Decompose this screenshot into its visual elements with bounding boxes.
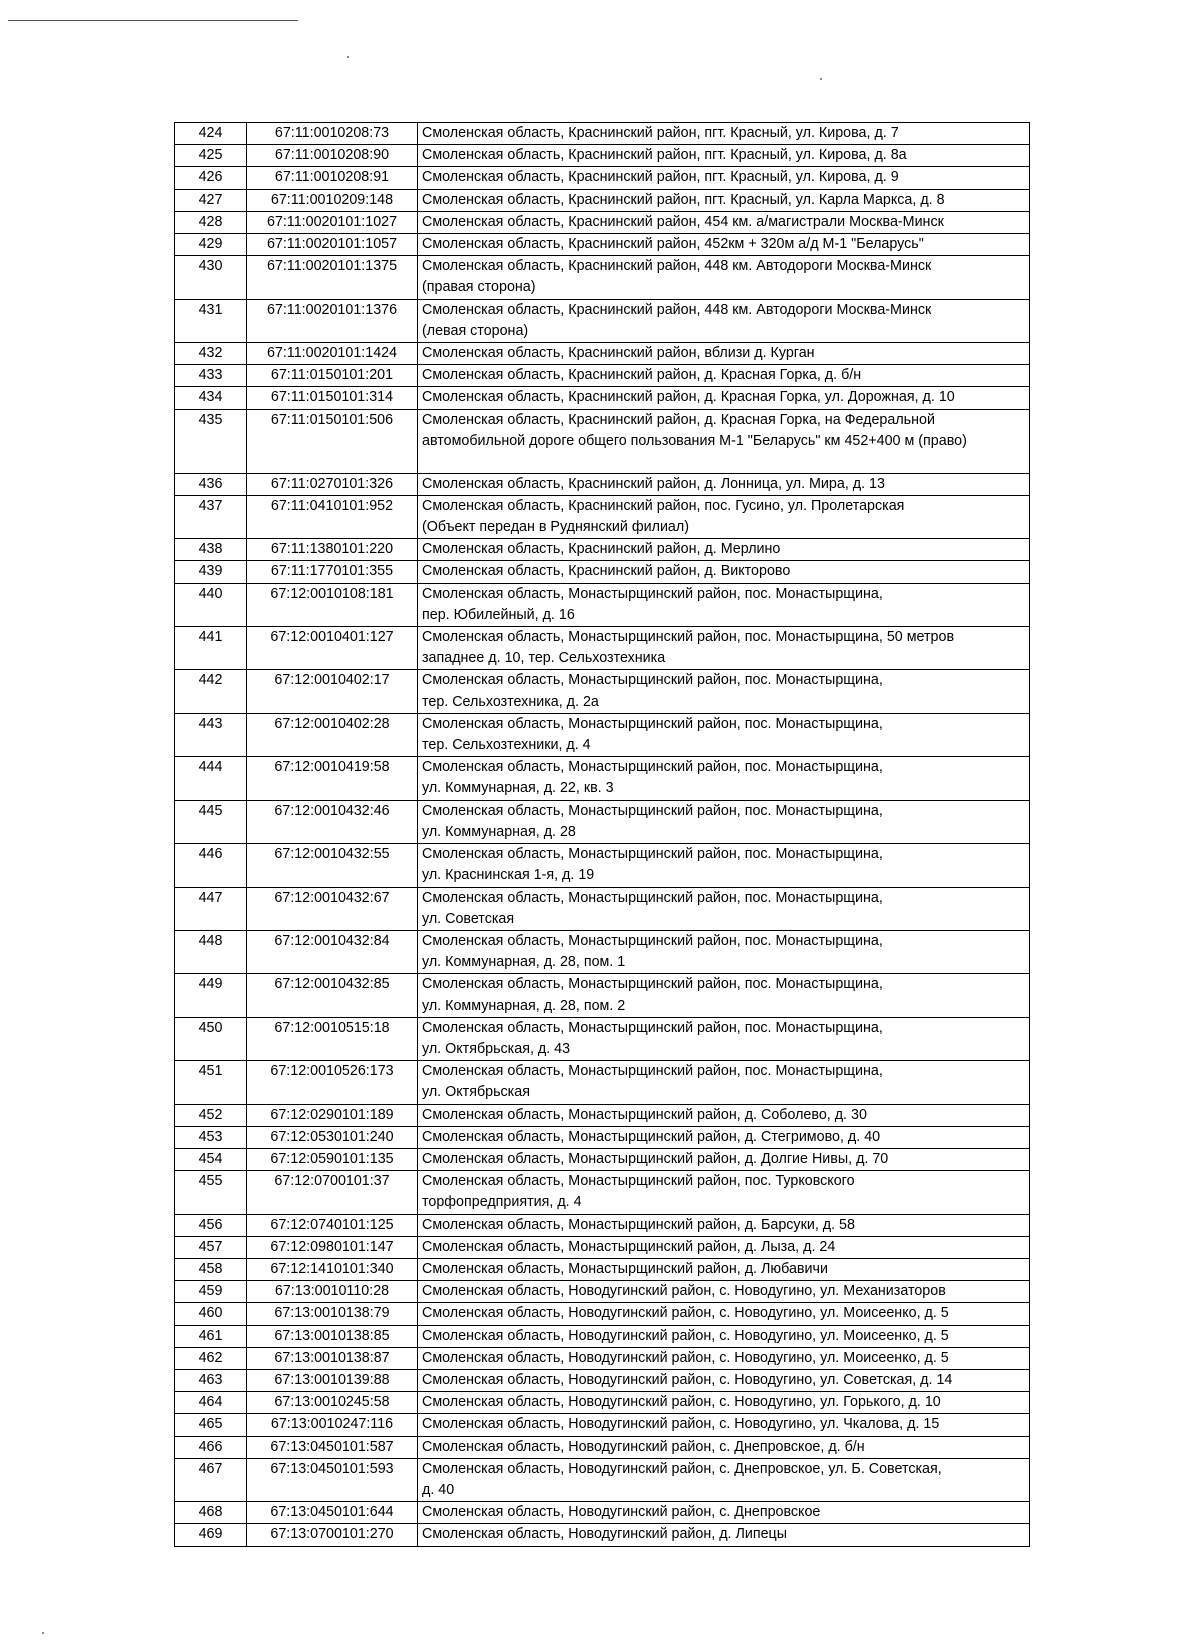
address-cell <box>418 1436 1030 1458</box>
row-number: 453 <box>175 1126 247 1148</box>
row-number: 426 <box>175 167 247 189</box>
address-cell <box>418 1214 1030 1236</box>
address-cell <box>418 583 1030 626</box>
table-row <box>175 343 1030 365</box>
address-cell <box>418 1061 1030 1104</box>
address-cell <box>418 627 1030 670</box>
address-cell <box>418 495 1030 538</box>
cadastral-number: 67:11:0150101:506 <box>247 409 418 473</box>
table-row <box>175 800 1030 843</box>
address-line: Смоленская область, Краснинский район, д. Викторово <box>422 563 791 580</box>
address-cell <box>418 473 1030 495</box>
scan-speck <box>820 78 822 80</box>
row-number: 464 <box>175 1392 247 1414</box>
cadastral-number: 67:12:0010108:181 <box>247 583 418 626</box>
table-row <box>175 145 1030 167</box>
row-number: 461 <box>175 1325 247 1347</box>
row-number: 437 <box>175 495 247 538</box>
address-line: ул. Коммунарная, д. 28, пом. 2 <box>422 997 626 1014</box>
address-cell <box>418 234 1030 256</box>
table-row <box>175 1392 1030 1414</box>
table-row <box>175 1104 1030 1126</box>
row-number: 456 <box>175 1214 247 1236</box>
table-row <box>175 627 1030 670</box>
address-cell <box>418 1236 1030 1258</box>
cadastral-number: 67:12:0010432:84 <box>247 930 418 973</box>
cadastral-number: 67:12:0010432:55 <box>247 844 418 887</box>
address-line: (Объект передан в Руднянский филиал) <box>422 519 689 536</box>
address-line: Смоленская область, Новодугинский район, с. Новодугино, ул. Моисеенко, д. 5 <box>422 1349 949 1366</box>
address-line: Смоленская область, Краснинский район, вблизи д. Курган <box>422 345 815 362</box>
address-line: Смоленская область, Новодугинский район, д. Липецы <box>422 1526 788 1543</box>
address-cell <box>418 211 1030 233</box>
row-number: 443 <box>175 713 247 756</box>
address-cell <box>418 713 1030 756</box>
address-cell <box>418 1502 1030 1524</box>
address-cell <box>418 844 1030 887</box>
address-cell <box>418 123 1030 145</box>
cadastral-number: 67:11:0010208:90 <box>247 145 418 167</box>
row-number: 448 <box>175 930 247 973</box>
address-line: Смоленская область, Новодугинский район, с. Днепровское, д. б/н <box>422 1438 865 1455</box>
address-line: д. 40 <box>422 1481 455 1498</box>
address-line: Смоленская область, Краснинский район, 452км + 320м а/д М-1 "Беларусь" <box>422 236 924 253</box>
table-row <box>175 1126 1030 1148</box>
row-number: 463 <box>175 1369 247 1391</box>
table-row <box>175 234 1030 256</box>
address-cell <box>418 1148 1030 1170</box>
table-row <box>175 256 1030 299</box>
row-number: 424 <box>175 123 247 145</box>
table-row <box>175 473 1030 495</box>
address-cell <box>418 1458 1030 1501</box>
address-cell <box>418 1017 1030 1060</box>
table-row <box>175 123 1030 145</box>
row-number: 433 <box>175 365 247 387</box>
address-cell <box>418 561 1030 583</box>
address-line: Смоленская область, Монастырщинский район, пос. Монастырщина, <box>422 846 883 863</box>
address-line: Смоленская область, Краснинский район, д. Красная Горка, на Федеральной <box>422 411 935 428</box>
table-row <box>175 365 1030 387</box>
address-line: Смоленская область, Монастырщинский район, д. Стегримово, д. 40 <box>422 1128 881 1145</box>
table-row <box>175 1303 1030 1325</box>
cadastral-number: 67:12:0010402:28 <box>247 713 418 756</box>
row-number: 427 <box>175 189 247 211</box>
table-row <box>175 844 1030 887</box>
row-number: 436 <box>175 473 247 495</box>
address-line: Смоленская область, Монастырщинский район, д. Долгие Нивы, д. 70 <box>422 1150 889 1167</box>
address-cell <box>418 1414 1030 1436</box>
row-number: 431 <box>175 299 247 342</box>
row-number: 434 <box>175 387 247 409</box>
table-row <box>175 583 1030 626</box>
row-number: 428 <box>175 211 247 233</box>
row-number: 432 <box>175 343 247 365</box>
address-line: ул. Коммунарная, д. 22, кв. 3 <box>422 780 614 797</box>
address-cell <box>418 1258 1030 1280</box>
address-line: Смоленская область, Краснинский район, пгт. Красный, ул. Кирова, д. 7 <box>422 125 899 141</box>
row-number: 440 <box>175 583 247 626</box>
row-number: 468 <box>175 1502 247 1524</box>
table-row <box>175 1017 1030 1060</box>
address-cell <box>418 757 1030 800</box>
cadastral-number: 67:12:0740101:125 <box>247 1214 418 1236</box>
row-number: 458 <box>175 1258 247 1280</box>
table-row <box>175 387 1030 409</box>
cadastral-number: 67:11:0020101:1376 <box>247 299 418 342</box>
address-cell <box>418 189 1030 211</box>
table-row <box>175 1236 1030 1258</box>
row-number: 454 <box>175 1148 247 1170</box>
address-line: Смоленская область, Монастырщинский район, пос. Турковского <box>422 1173 855 1190</box>
address-cell <box>418 930 1030 973</box>
address-cell <box>418 167 1030 189</box>
table-row <box>175 1369 1030 1391</box>
address-cell <box>418 387 1030 409</box>
row-number: 455 <box>175 1171 247 1214</box>
address-line: ул. Коммунарная, д. 28, пом. 1 <box>422 954 626 971</box>
row-number: 446 <box>175 844 247 887</box>
address-line: Смоленская область, Монастырщинский район, пос. Монастырщина, <box>422 759 883 776</box>
cadastral-number: 67:12:0010432:46 <box>247 800 418 843</box>
cadastral-number: 67:11:0020101:1027 <box>247 211 418 233</box>
address-cell <box>418 800 1030 843</box>
address-line: ул. Краснинская 1-я, д. 19 <box>422 867 595 884</box>
address-line: Смоленская область, Краснинский район, пгт. Красный, ул. Карла Маркса, д. 8 <box>422 191 945 208</box>
address-line: торфопредприятия, д. 4 <box>422 1194 582 1211</box>
address-line: пер. Юбилейный, д. 16 <box>422 606 575 623</box>
row-number: 451 <box>175 1061 247 1104</box>
row-number: 449 <box>175 974 247 1017</box>
cadastral-number: 67:13:0010138:85 <box>247 1325 418 1347</box>
address-cell <box>418 1325 1030 1347</box>
address-line: Смоленская область, Краснинский район, 454 км. а/магистрали Москва-Минск <box>422 213 944 230</box>
row-number: 441 <box>175 627 247 670</box>
address-line: Смоленская область, Новодугинский район, с. Новодугино, ул. Механизаторов <box>422 1283 946 1300</box>
address-cell <box>418 1369 1030 1391</box>
cadastral-number: 67:13:0010138:87 <box>247 1347 418 1369</box>
address-cell <box>418 1347 1030 1369</box>
cadastral-number: 67:11:0010208:91 <box>247 167 418 189</box>
cadastral-number: 67:12:0980101:147 <box>247 1236 418 1258</box>
table-row <box>175 1414 1030 1436</box>
address-line: Смоленская область, Монастырщинский район, пос. Монастырщина, <box>422 802 883 819</box>
address-line: Смоленская область, Новодугинский район, с. Новодугино, ул. Моисеенко, д. 5 <box>422 1305 949 1322</box>
cadastral-number: 67:11:1380101:220 <box>247 539 418 561</box>
row-number: 444 <box>175 757 247 800</box>
address-line: тер. Сельхозтехника, д. 2а <box>422 693 599 710</box>
address-line: Смоленская область, Новодугинский район, с. Новодугино, ул. Советская, д. 14 <box>422 1371 953 1388</box>
address-line: Смоленская область, Монастырщинский район, пос. Монастырщина, <box>422 715 883 732</box>
address-cell <box>418 1104 1030 1126</box>
table-row <box>175 1258 1030 1280</box>
cadastral-number: 67:13:0450101:644 <box>247 1502 418 1524</box>
address-cell <box>418 974 1030 1017</box>
table-row <box>175 409 1030 473</box>
cadastral-number: 67:11:0010208:73 <box>247 123 418 145</box>
row-number: 430 <box>175 256 247 299</box>
address-line: Смоленская область, Краснинский район, пгт. Красный, ул. Кирова, д. 8а <box>422 147 907 164</box>
table-row <box>175 670 1030 713</box>
cadastral-number: 67:11:0020101:1424 <box>247 343 418 365</box>
cadastral-number: 67:13:0010247:116 <box>247 1414 418 1436</box>
row-number: 450 <box>175 1017 247 1060</box>
address-cell <box>418 1281 1030 1303</box>
cadastral-number: 67:12:0590101:135 <box>247 1148 418 1170</box>
row-number: 467 <box>175 1458 247 1501</box>
cadastral-number: 67:13:0010139:88 <box>247 1369 418 1391</box>
table-row <box>175 495 1030 538</box>
table-row <box>175 757 1030 800</box>
address-line: Смоленская область, Краснинский район, д. Красная Горка, ул. Дорожная, д. 10 <box>422 389 955 406</box>
table-row <box>175 1281 1030 1303</box>
address-line: Смоленская область, Краснинский район, д. Красная Горка, д. б/н <box>422 367 862 384</box>
address-line: Смоленская область, Новодугинский район, с. Днепровское, ул. Б. Советская, <box>422 1460 942 1477</box>
cadastral-number: 67:12:0010402:17 <box>247 670 418 713</box>
cadastral-number: 67:11:0020101:1057 <box>247 234 418 256</box>
address-cell <box>418 887 1030 930</box>
cadastral-number: 67:11:1770101:355 <box>247 561 418 583</box>
address-cell <box>418 1524 1030 1546</box>
address-line: Смоленская область, Новодугинский район, с. Новодугино, ул. Чкалова, д. 15 <box>422 1416 940 1433</box>
cadastral-number: 67:12:0010401:127 <box>247 627 418 670</box>
table-row <box>175 189 1030 211</box>
scan-edge-line <box>8 20 298 21</box>
scan-speck <box>42 1632 44 1634</box>
cadastral-number: 67:11:0150101:314 <box>247 387 418 409</box>
address-cell <box>418 409 1030 473</box>
row-number: 445 <box>175 800 247 843</box>
row-number: 435 <box>175 409 247 473</box>
address-line: ул. Советская <box>422 910 515 927</box>
address-cell <box>418 145 1030 167</box>
address-line: Смоленская область, Монастырщинский район, пос. Монастырщина, <box>422 672 883 689</box>
cadastral-number: 67:13:0010138:79 <box>247 1303 418 1325</box>
cadastral-number: 67:12:0010419:58 <box>247 757 418 800</box>
cadastral-number: 67:13:0450101:587 <box>247 1436 418 1458</box>
table-row <box>175 1502 1030 1524</box>
cadastral-number: 67:12:1410101:340 <box>247 1258 418 1280</box>
address-line: Смоленская область, Новодугинский район, с. Новодугино, ул. Моисеенко, д. 5 <box>422 1327 949 1344</box>
address-line: Смоленская область, Краснинский район, пгт. Красный, ул. Кирова, д. 9 <box>422 169 899 186</box>
address-cell <box>418 1303 1030 1325</box>
table-row <box>175 539 1030 561</box>
address-cell <box>418 670 1030 713</box>
cadastral-number: 67:12:0010432:85 <box>247 974 418 1017</box>
address-line: автомобильной дороге общего пользования М-1 "Беларусь" км 452+400 м (право) <box>422 432 967 449</box>
row-number: 457 <box>175 1236 247 1258</box>
cadastral-number: 67:12:0010432:67 <box>247 887 418 930</box>
address-line: Смоленская область, Монастырщинский район, пос. Монастырщина, <box>422 932 883 949</box>
table-row <box>175 1347 1030 1369</box>
table-row <box>175 211 1030 233</box>
row-number: 459 <box>175 1281 247 1303</box>
address-cell <box>418 256 1030 299</box>
table-row <box>175 930 1030 973</box>
table-row <box>175 713 1030 756</box>
row-number: 438 <box>175 539 247 561</box>
cadastral-number: 67:11:0020101:1375 <box>247 256 418 299</box>
cadastral-number: 67:11:0150101:201 <box>247 365 418 387</box>
cadastral-number: 67:12:0010515:18 <box>247 1017 418 1060</box>
cadastral-number: 67:13:0010110:28 <box>247 1281 418 1303</box>
address-line: Смоленская область, Монастырщинский район, пос. Монастырщина, <box>422 1019 883 1036</box>
address-cell <box>418 343 1030 365</box>
address-line: Смоленская область, Монастырщинский район, пос. Монастырщина, <box>422 585 883 602</box>
address-cell <box>418 1392 1030 1414</box>
row-number: 460 <box>175 1303 247 1325</box>
row-number: 439 <box>175 561 247 583</box>
cadastral-number: 67:13:0450101:593 <box>247 1458 418 1501</box>
address-line: Смоленская область, Краснинский район, 448 км. Автодороги Москва-Минск <box>422 258 932 275</box>
table-row <box>175 887 1030 930</box>
table-row <box>175 1458 1030 1501</box>
address-line: Смоленская область, Новодугинский район, с. Днепровское <box>422 1504 821 1521</box>
address-line: (левая сторона) <box>422 322 529 339</box>
row-number: 425 <box>175 145 247 167</box>
address-line: Смоленская область, Краснинский район, д. Мерлино <box>422 541 781 558</box>
address-cell <box>418 539 1030 561</box>
table-row <box>175 1436 1030 1458</box>
cadastral-number: 67:12:0530101:240 <box>247 1126 418 1148</box>
address-line: Смоленская область, Монастырщинский район, пос. Монастырщина, 50 метров <box>422 629 955 646</box>
row-number: 466 <box>175 1436 247 1458</box>
cadastral-number: 67:11:0410101:952 <box>247 495 418 538</box>
address-cell <box>418 365 1030 387</box>
table-row <box>175 167 1030 189</box>
cadastral-number: 67:11:0270101:326 <box>247 473 418 495</box>
address-line: Смоленская область, Монастырщинский район, д. Любавичи <box>422 1260 828 1277</box>
address-line: ул. Коммунарная, д. 28 <box>422 823 576 840</box>
row-number: 465 <box>175 1414 247 1436</box>
address-cell <box>418 1171 1030 1214</box>
address-line: Смоленская область, Краснинский район, д. Лонница, ул. Мира, д. 13 <box>422 475 885 492</box>
property-register-table <box>174 122 1030 1547</box>
cadastral-number: 67:13:0010245:58 <box>247 1392 418 1414</box>
address-line: Смоленская область, Краснинский район, 448 км. Автодороги Москва-Минск <box>422 301 932 318</box>
table-row <box>175 1171 1030 1214</box>
address-line: (правая сторона) <box>422 279 536 296</box>
row-number: 429 <box>175 234 247 256</box>
address-line: Смоленская область, Монастырщинский район, пос. Монастырщина, <box>422 889 883 906</box>
table-body <box>175 123 1030 1547</box>
scan-speck <box>347 56 349 58</box>
address-line: тер. Сельхозтехники, д. 4 <box>422 737 591 754</box>
table-row <box>175 1325 1030 1347</box>
address-line: Смоленская область, Монастырщинский район, д. Лыза, д. 24 <box>422 1238 836 1255</box>
address-line: Смоленская область, Монастырщинский район, д. Соболево, д. 30 <box>422 1106 867 1123</box>
address-line: Смоленская область, Монастырщинский район, д. Барсуки, д. 58 <box>422 1216 855 1233</box>
address-line: ул. Октябрьская <box>422 1084 530 1101</box>
cadastral-number: 67:12:0700101:37 <box>247 1171 418 1214</box>
row-number: 442 <box>175 670 247 713</box>
row-number: 447 <box>175 887 247 930</box>
address-line: западнее д. 10, тер. Сельхозтехника <box>422 650 666 667</box>
address-line: ул. Октябрьская, д. 43 <box>422 1040 571 1057</box>
cadastral-number: 67:12:0010526:173 <box>247 1061 418 1104</box>
address-cell <box>418 1126 1030 1148</box>
address-line: Смоленская область, Монастырщинский район, пос. Монастырщина, <box>422 1063 883 1080</box>
table-row <box>175 561 1030 583</box>
table-row <box>175 299 1030 342</box>
address-line: Смоленская область, Монастырщинский район, пос. Монастырщина, <box>422 976 883 993</box>
table-row <box>175 974 1030 1017</box>
row-number: 469 <box>175 1524 247 1546</box>
address-line: Смоленская область, Новодугинский район, с. Новодугино, ул. Горького, д. 10 <box>422 1394 941 1411</box>
cadastral-number: 67:11:0010209:148 <box>247 189 418 211</box>
table-row <box>175 1524 1030 1546</box>
address-line: Смоленская область, Краснинский район, пос. Гусино, ул. Пролетарская <box>422 497 905 514</box>
address-cell <box>418 299 1030 342</box>
row-number: 452 <box>175 1104 247 1126</box>
cadastral-number: 67:13:0700101:270 <box>247 1524 418 1546</box>
table-row <box>175 1148 1030 1170</box>
table-row <box>175 1214 1030 1236</box>
table-row <box>175 1061 1030 1104</box>
cadastral-number: 67:12:0290101:189 <box>247 1104 418 1126</box>
row-number: 462 <box>175 1347 247 1369</box>
